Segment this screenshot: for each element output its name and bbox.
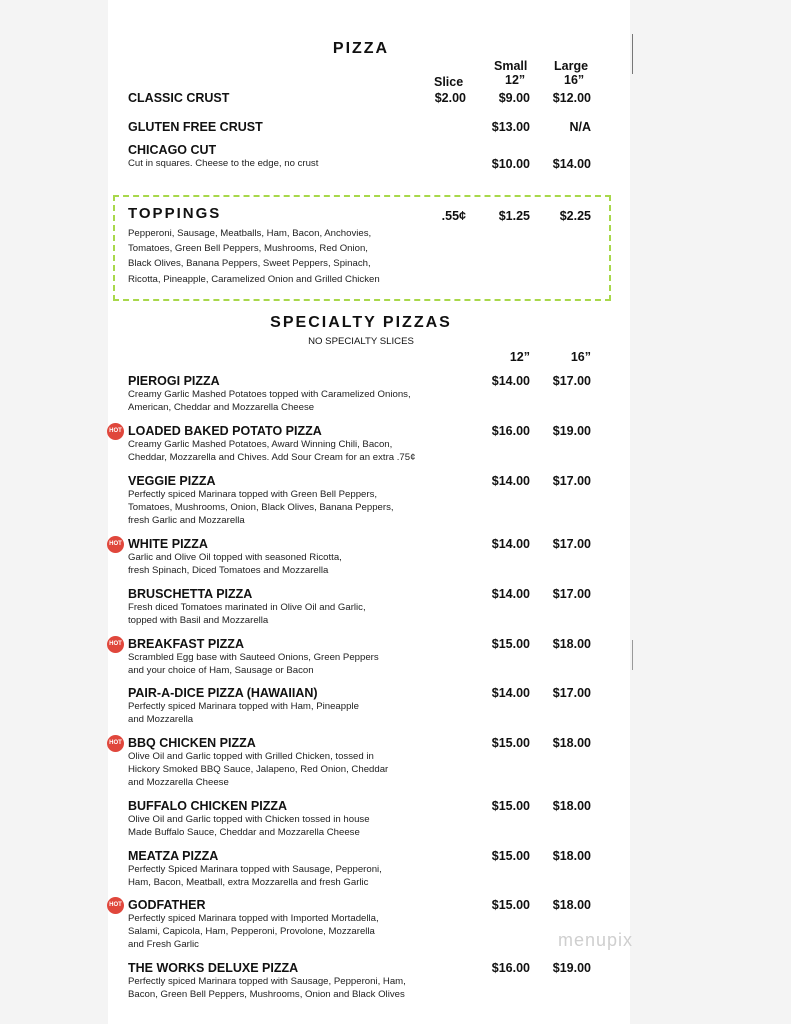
specialty-item-name: BRUSCHETTA PIZZA (128, 587, 253, 601)
menupix-watermark: menupix (558, 930, 634, 950)
specialty-item-description (128, 975, 406, 1001)
specialty-large-price: $17.00 (552, 587, 591, 601)
gluten-free-name: GLUTEN FREE CRUST (128, 120, 263, 134)
toppings-small-price: $1.25 (498, 209, 530, 223)
specialty-large-price: $17.00 (552, 374, 591, 388)
description-line: Creamy Garlic Mashed Potatoes topped with Caramelized Onions, (128, 389, 411, 400)
description-line: Perfectly Spiced Marinara topped with Sausage, Pepperoni, (128, 864, 382, 875)
description-line: American, Cheddar and Mozzarella Cheese (128, 402, 315, 414)
specialty-item-name: BUFFALO CHICKEN PIZZA (128, 799, 288, 813)
specialty-small-price: $14.00 (491, 587, 530, 601)
pizza-section-title: PIZZA (332, 40, 390, 57)
toppings-list (128, 226, 380, 287)
description-line: fresh Spinach, Diced Tomatoes and Mozzarella (128, 565, 329, 577)
gluten-free-large-price: N/A (569, 120, 591, 134)
specialty-small-price: $15.00 (491, 736, 530, 750)
classic-slice-price: $2.00 (434, 91, 466, 105)
description-line: and Mozzarella Cheese (128, 777, 229, 789)
specialty-large-price: $18.00 (552, 849, 591, 863)
small-size-header: 12” (505, 73, 526, 87)
description-line: Garlic and Olive Oil topped with seasoned Ricotta, (128, 552, 342, 563)
description-line: Ham, Bacon, Meatball, extra Mozzarella and fresh Garlic (128, 877, 369, 889)
chicago-large-price: $14.00 (552, 157, 591, 171)
page-edge-mark (632, 640, 633, 670)
chicago-small-price: $10.00 (491, 157, 530, 171)
description-line: Perfectly spiced Marinara topped with Imported Mortadella, (128, 913, 379, 924)
specialty-item-description (128, 651, 379, 677)
specialty-item-description (128, 813, 370, 839)
description-line: Perfectly spiced Marinara topped with Green Bell Peppers, (128, 489, 378, 500)
hot-badge-icon: HOT (107, 735, 124, 752)
description-line: Fresh diced Tomatoes marinated in Olive Oil and Garlic, (128, 602, 366, 613)
description-line: Olive Oil and Garlic topped with Grilled Chicken, tossed in (128, 751, 374, 762)
toppings-slice-price: .55¢ (441, 209, 466, 223)
hot-badge-icon: HOT (107, 636, 124, 653)
toppings-line: Pepperoni, Sausage, Meatballs, Ham, Bacon, Anchovies, (128, 228, 372, 239)
specialty-item-name: GODFATHER (128, 898, 206, 912)
specialty-large-price: $17.00 (552, 474, 591, 488)
specialty-subtitle: NO SPECIALTY SLICES (308, 336, 414, 347)
description-line: Tomatoes, Mushrooms, Onion, Black Olives, Banana Peppers, (128, 502, 394, 514)
specialty-large-price: $17.00 (552, 537, 591, 551)
specialty-small-price: $14.00 (491, 686, 530, 700)
hot-badge-icon: HOT (107, 536, 124, 553)
specialty-small-price: $15.00 (491, 849, 530, 863)
large-size-header: 16” (564, 73, 585, 87)
description-line: Salami, Capicola, Ham, Pepperoni, Provolone, Mozzarella (128, 926, 375, 938)
specialty-item-description (128, 601, 366, 627)
specialty-item-name: BREAKFAST PIZZA (128, 637, 244, 651)
specialty-item-name: THE WORKS DELUXE PIZZA (128, 961, 299, 975)
gluten-free-small-price: $13.00 (491, 120, 530, 134)
description-line: Scrambled Egg base with Sauteed Onions, Green Peppers (128, 652, 379, 663)
specialty-item-description (128, 488, 394, 528)
description-line: Bacon, Green Bell Peppers, Mushrooms, Onion and Black Olives (128, 989, 405, 1001)
classic-crust-name: CLASSIC CRUST (128, 91, 230, 105)
specialty-small-price: $14.00 (491, 374, 530, 388)
specialty-large-price: $18.00 (552, 736, 591, 750)
description-line: Hickory Smoked BBQ Sauce, Jalapeno, Red Onion, Cheddar (128, 764, 389, 776)
specialty-large-price: $19.00 (552, 961, 591, 975)
large-header: Large (554, 59, 589, 73)
description-line: topped with Basil and Mozzarella (128, 615, 269, 627)
specialty-large-price: $19.00 (552, 424, 591, 438)
description-line: and Fresh Garlic (128, 939, 199, 951)
description-line: Olive Oil and Garlic topped with Chicken tossed in house (128, 814, 370, 825)
specialty-large-price: $18.00 (552, 637, 591, 651)
specialty-section-title: SPECIALTY PIZZAS (270, 314, 452, 331)
toppings-line: Tomatoes, Green Bell Peppers, Mushrooms, Red Onion, (128, 243, 368, 255)
specialty-large-price: $17.00 (552, 686, 591, 700)
specialty-item-description (128, 863, 382, 889)
toppings-title: TOPPINGS (128, 205, 222, 222)
specialty-item-name: MEATZA PIZZA (128, 849, 219, 863)
specialty-small-price: $16.00 (491, 424, 530, 438)
specialty-item-name: WHITE PIZZA (128, 537, 208, 551)
toppings-large-price: $2.25 (559, 209, 591, 223)
specialty-small-price: $15.00 (491, 898, 530, 912)
specialty-large-size: 16” (570, 350, 591, 364)
description-line: Creamy Garlic Mashed Potatoes, Award Winning Chili, Bacon, (128, 439, 393, 450)
slice-header: Slice (434, 75, 464, 89)
small-header: Small (494, 59, 528, 73)
description-line: and your choice of Ham, Sausage or Bacon (128, 665, 314, 677)
hot-badge-icon: HOT (107, 897, 124, 914)
specialty-item-name: LOADED BAKED POTATO PIZZA (128, 424, 322, 438)
specialty-item-description (128, 388, 411, 414)
specialty-item-description (128, 912, 379, 952)
specialty-item-description (128, 551, 342, 577)
description-line: Made Buffalo Sauce, Cheddar and Mozzarella Cheese (128, 827, 360, 839)
specialty-small-size: 12” (509, 350, 530, 364)
description-line: and Mozzarella (128, 714, 194, 726)
specialty-item-description (128, 750, 388, 790)
toppings-line: Black Olives, Banana Peppers, Sweet Peppers, Spinach, (128, 258, 371, 270)
classic-small-price: $9.00 (498, 91, 530, 105)
specialty-small-price: $15.00 (491, 637, 530, 651)
chicago-cut-name: CHICAGO CUT (128, 143, 217, 157)
toppings-line: Ricotta, Pineapple, Caramelized Onion and Grilled Chicken (128, 273, 380, 285)
specialty-item-description (128, 700, 359, 726)
specialty-small-price: $14.00 (491, 474, 530, 488)
specialty-item-name: PAIR-A-DICE PIZZA (HAWAIIAN) (128, 686, 318, 700)
description-line: Cheddar, Mozzarella and Chives. Add Sour Cream for an extra .75¢ (128, 452, 416, 464)
specialty-large-price: $18.00 (552, 799, 591, 813)
specialty-small-price: $16.00 (491, 961, 530, 975)
specialty-item-description (128, 438, 415, 464)
classic-large-price: $12.00 (552, 91, 591, 105)
specialty-small-price: $15.00 (491, 799, 530, 813)
specialty-item-name: PIEROGI PIZZA (128, 374, 220, 388)
description-line: fresh Garlic and Mozzarella (128, 515, 245, 527)
hot-badge-icon: HOT (107, 423, 124, 440)
specialty-small-price: $14.00 (491, 537, 530, 551)
description-line: Perfectly spiced Marinara topped with Ham, Pineapple (128, 701, 359, 712)
specialty-item-name: VEGGIE PIZZA (128, 474, 216, 488)
specialty-large-price: $18.00 (552, 898, 591, 912)
description-line: Perfectly spiced Marinara topped with Sausage, Pepperoni, Ham, (128, 976, 406, 987)
specialty-item-name: BBQ CHICKEN PIZZA (128, 736, 256, 750)
chicago-cut-description: Cut in squares. Cheese to the edge, no crust (128, 158, 319, 169)
